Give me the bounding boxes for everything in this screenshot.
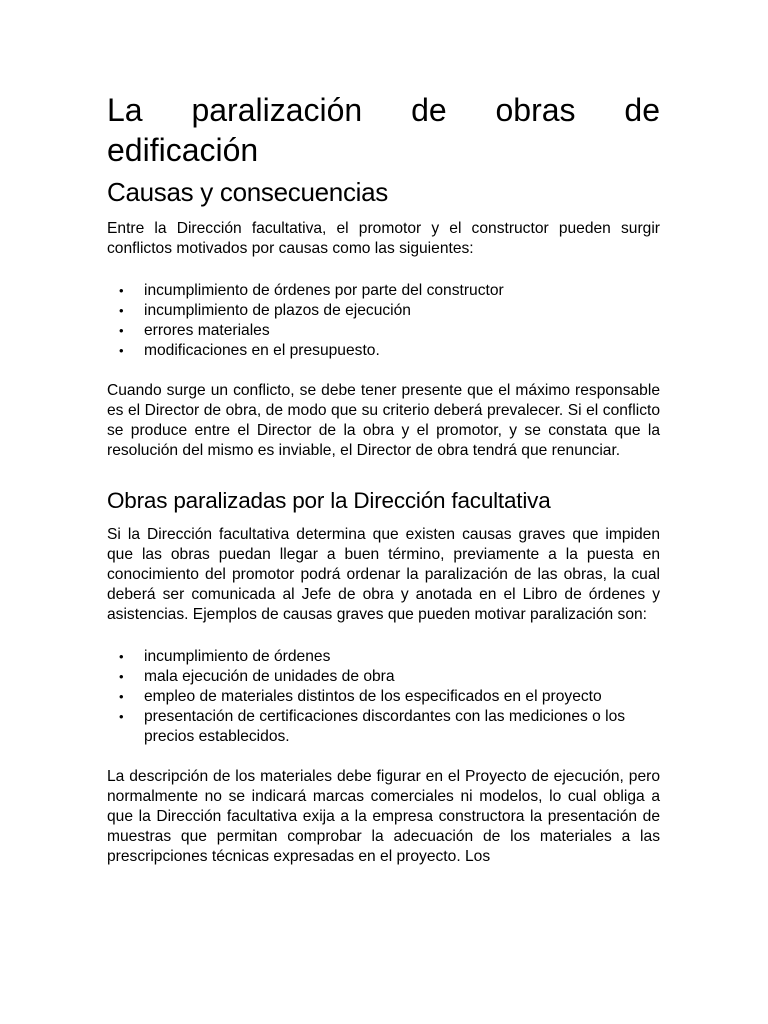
list-item-text: presentación de certificaciones discordantes con las mediciones o los precios establecidos. — [144, 708, 626, 745]
list-item — [107, 707, 660, 747]
bullet-icon: • — [119, 343, 124, 358]
bullet-icon: • — [119, 323, 124, 338]
list-item-text: incumplimiento de órdenes — [144, 648, 331, 665]
list-item-text: incumplimiento de plazos de ejecución — [144, 302, 411, 319]
list-item — [107, 301, 660, 321]
bullet-icon: • — [119, 689, 124, 704]
section-heading-obras-paralizadas: Obras paralizadas por la Dirección facultativa — [107, 488, 551, 513]
list-item — [107, 341, 660, 361]
intro-paragraph: Entre la Dirección facultativa, el promotor y el constructor pueden surgir conflictos motivados por causas como las siguientes: — [107, 220, 660, 257]
list-item — [107, 281, 660, 301]
section-subtitle: Causas y consecuencias — [107, 177, 388, 207]
list-item — [107, 647, 660, 667]
causes-list — [107, 281, 660, 361]
document-title-line-2: edificación — [107, 132, 259, 168]
paralizacion-paragraph: Si la Dirección facultativa determina que existen causas graves que impiden que las obras puedan llegar a buen término, previamente a la puesta en conocimiento del promotor podrá ordenar la paralización de las obras, la cual deberá ser comunicada al Jefe de obra y anotada en el Libro de órdenes y asistencias. Ejemplos de causas graves que pueden motivar paralización son: — [107, 526, 660, 623]
list-item-text: errores materiales — [144, 322, 270, 339]
bullet-icon: • — [119, 303, 124, 318]
bullet-icon: • — [119, 669, 124, 684]
document-title — [107, 90, 660, 170]
serious-causes-list — [107, 647, 660, 747]
list-item-text: modificaciones en el presupuesto. — [144, 342, 380, 359]
list-item-text: incumplimiento de órdenes por parte del constructor — [144, 282, 504, 299]
list-item-text: empleo de materiales distintos de los especificados en el proyecto — [144, 688, 602, 705]
list-item — [107, 687, 660, 707]
document-page — [107, 90, 660, 867]
bullet-icon: • — [119, 283, 124, 298]
list-item — [107, 321, 660, 341]
conflict-paragraph: Cuando surge un conflicto, se debe tener presente que el máximo responsable es el Director de obra, de modo que su criterio deberá prevalecer. Si el conflicto se produce entre el Director de la obra y el promotor, y se constata que la resolución del mismo es inviable, el Director de obra tendrá que renunciar. — [107, 382, 660, 459]
bullet-icon: • — [119, 709, 124, 724]
list-item-text: mala ejecución de unidades de obra — [144, 668, 395, 685]
bullet-icon: • — [119, 649, 124, 664]
materials-paragraph: La descripción de los materiales debe figurar en el Proyecto de ejecución, pero normalmente no se indicará marcas comerciales ni modelos, lo cual obliga a que la Dirección facultativa exija a la empresa constructora la presentación de muestras que permitan comprobar la adecuación de los materiales a las prescripciones técnicas expresadas en el proyecto. Los — [107, 768, 660, 865]
document-title-line-1: La paralización de obras de — [107, 92, 660, 128]
list-item — [107, 667, 660, 687]
